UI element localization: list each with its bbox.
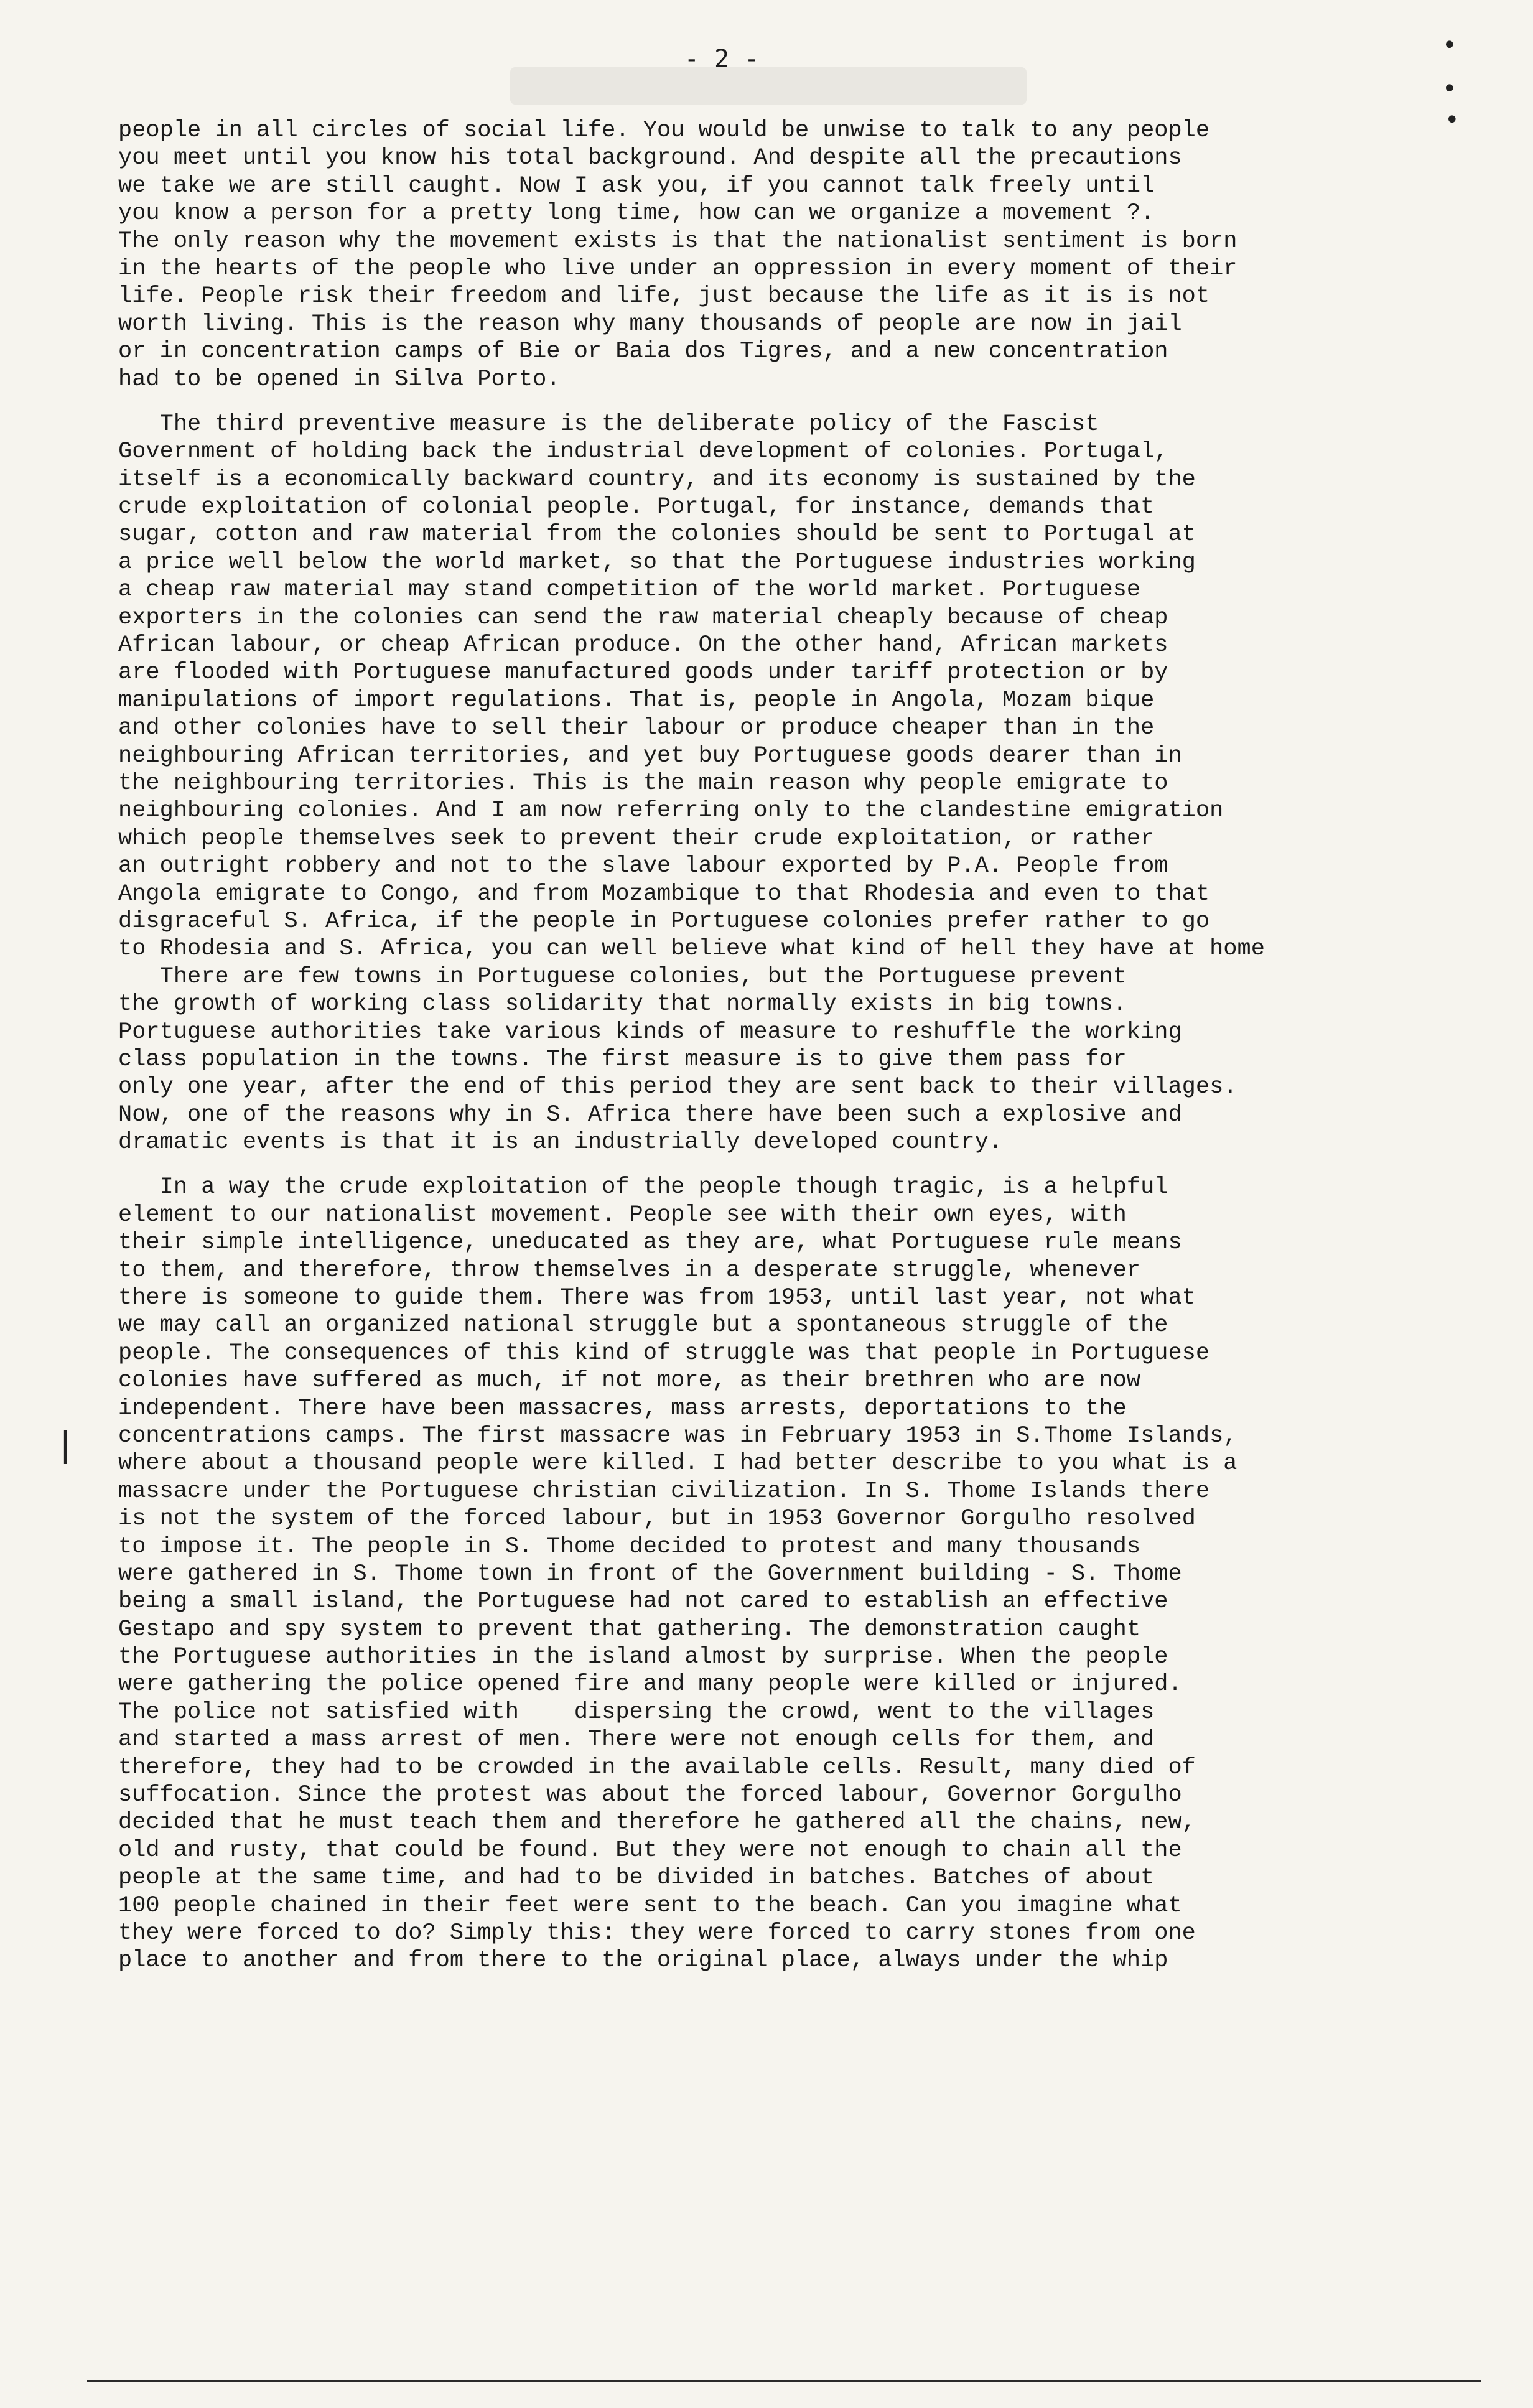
- paragraph-4: [118, 1174, 1437, 1974]
- text-line: which people themselves seek to prevent their crude exploitation, or rather: [118, 825, 1155, 852]
- text-line: colonies have suffered as much, if not more, as their brethren who are now: [118, 1368, 1141, 1394]
- margin-mark: •: [1442, 75, 1457, 103]
- text-line: an outright robbery and not to the slave labour exported by P.A. People from: [118, 853, 1168, 880]
- text-line: you know a person for a pretty long time, how can we organize a movement ?.: [118, 200, 1155, 227]
- text-line: to them, and therefore, throw themselves in a desperate struggle, whenever: [118, 1257, 1141, 1284]
- text-line: suffocation. Since the protest was about the forced labour, Governor Gorgulho: [118, 1782, 1182, 1809]
- text-line: and other colonies have to sell their labour or produce cheaper than in the: [118, 715, 1155, 742]
- text-line: are flooded with Portuguese manufactured goods under tariff protection or by: [118, 660, 1168, 686]
- text-line: Government of holding back the industrial development of colonies. Portugal,: [118, 439, 1168, 465]
- text-line: people at the same time, and had to be divided in batches. Batches of about: [118, 1865, 1155, 1892]
- text-line: independent. There have been massacres, mass arrests, deportations to the: [118, 1395, 1127, 1422]
- text-line: In a way the crude exploitation of the people though tragic, is a helpful: [118, 1174, 1168, 1201]
- text-line: place to another and from there to the original place, always under the whip: [118, 1948, 1168, 1974]
- text-line: crude exploitation of colonial people. Portugal, for instance, demands that: [118, 494, 1155, 521]
- text-line: The third preventive measure is the deliberate policy of the Fascist: [118, 411, 1099, 437]
- text-line: we take we are still caught. Now I ask you, if you cannot talk freely until: [118, 172, 1155, 199]
- text-line: had to be opened in Silva Porto.: [118, 366, 561, 393]
- text-line: they were forced to do? Simply this: they were forced to carry stones from one: [118, 1920, 1196, 1946]
- text-line: a cheap raw material may stand competition of the world market. Portuguese: [118, 577, 1141, 604]
- text-line: sugar, cotton and raw material from the colonies should be sent to Portugal at: [118, 521, 1196, 548]
- text-line: the neighbouring territories. This is the main reason why people emigrate to: [118, 770, 1168, 796]
- text-line: African labour, or cheap African produce. On the other hand, African markets: [118, 632, 1168, 659]
- text-line: people. The consequences of this kind of struggle was that people in Portuguese: [118, 1340, 1210, 1366]
- text-line: Angola emigrate to Congo, and from Mozambique to that Rhodesia and even to that: [118, 880, 1210, 907]
- text-line: in the hearts of the people who live under an oppression in every moment of their: [118, 255, 1237, 282]
- page-number: - 2 -: [684, 45, 760, 73]
- text-line: to impose it. The people in S. Thome decided to protest and many thousands: [118, 1533, 1141, 1560]
- text-line: neighbouring African territories, and yet buy Portuguese goods dearer than in: [118, 742, 1182, 769]
- text-line: to Rhodesia and S. Africa, you can well believe what kind of hell they have at home: [118, 936, 1265, 963]
- text-line: therefore, they had to be crowded in the available cells. Result, many died of: [118, 1754, 1196, 1781]
- text-line: life. People risk their freedom and life, just because the life as it is is not: [118, 283, 1210, 310]
- text-line: exporters in the colonies can send the raw material cheaply because of cheap: [118, 604, 1168, 631]
- text-line: 100 people chained in their feet were sent to the beach. Can you imagine what: [118, 1892, 1182, 1919]
- text-line: Portuguese authorities take various kinds of measure to reshuffle the working: [118, 1019, 1182, 1045]
- text-line: old and rusty, that could be found. But they were not enough to chain all the: [118, 1837, 1182, 1864]
- text-line: concentrations camps. The first massacre was in February 1953 in S.Thome Islands,: [118, 1422, 1237, 1449]
- text-line: or in concentration camps of Bie or Baia dos Tigres, and a new concentration: [118, 338, 1168, 365]
- margin-mark: •: [1445, 106, 1460, 134]
- text-line: The police not satisfied with dispersing the crowd, went to the villages: [118, 1699, 1155, 1725]
- text-line: their simple intelligence, uneducated as they are, what Portuguese rule means: [118, 1230, 1182, 1256]
- margin-mark: |: [60, 1425, 72, 1464]
- margin-mark: •: [1442, 31, 1457, 60]
- text-line: dramatic events is that it is an industrially developed country.: [118, 1129, 1003, 1156]
- text-line: massacre under the Portuguese christian civilization. In S. Thome Islands there: [118, 1478, 1210, 1505]
- text-line: manipulations of import regulations. That is, people in Angola, Mozam bique: [118, 687, 1155, 714]
- text-line: neighbouring colonies. And I am now referring only to the clandestine emigration: [118, 798, 1224, 824]
- text-line: were gathered in S. Thome town in front of the Government building - S. Thome: [118, 1561, 1182, 1587]
- text-line: There are few towns in Portuguese colonies, but the Portuguese prevent: [118, 963, 1127, 990]
- text-line: class population in the towns. The first measure is to give them pass for: [118, 1046, 1127, 1073]
- paragraph-1: [118, 117, 1437, 393]
- paragraph-3: [118, 963, 1437, 1157]
- text-line: you meet until you know his total background. And despite all the precautions: [118, 145, 1182, 172]
- text-line: being a small island, the Portuguese had not cared to establish an effective: [118, 1589, 1168, 1615]
- text-line: Gestapo and spy system to prevent that gathering. The demonstration caught: [118, 1616, 1141, 1643]
- text-line: itself is a economically backward country, and its economy is sustained by the: [118, 466, 1196, 493]
- text-line: there is someone to guide them. There was from 1953, until last year, not what: [118, 1285, 1196, 1312]
- text-line: the growth of working class solidarity that normally exists in big towns.: [118, 991, 1127, 1018]
- text-line: and started a mass arrest of men. There were not enough cells for them, and: [118, 1727, 1155, 1753]
- text-line: only one year, after the end of this period they are sent back to their villages.: [118, 1074, 1237, 1101]
- text-line: The only reason why the movement exists is that the nationalist sentiment is born: [118, 228, 1237, 254]
- text-line: the Portuguese authorities in the island almost by surprise. When the people: [118, 1644, 1168, 1671]
- text-line: is not the system of the forced labour, but in 1953 Governor Gorgulho resolved: [118, 1506, 1196, 1533]
- text-line: Now, one of the reasons why in S. Africa there have been such a explosive and: [118, 1101, 1182, 1128]
- text-line: element to our nationalist movement. People see with their own eyes, with: [118, 1202, 1127, 1228]
- body-text: [118, 117, 1437, 1975]
- text-line: people in all circles of social life. You would be unwise to talk to any people: [118, 118, 1210, 144]
- paragraph-2: [118, 411, 1437, 963]
- text-line: where about a thousand people were killed. I had better describe to you what is a: [118, 1450, 1237, 1477]
- text-line: worth living. This is the reason why many thousands of people are now in jail: [118, 310, 1182, 337]
- text-line: a price well below the world market, so that the Portuguese industries working: [118, 549, 1196, 576]
- bottom-rule: [87, 2380, 1481, 2382]
- text-line: we may call an organized national struggle but a spontaneous struggle of the: [118, 1312, 1168, 1339]
- text-line: decided that he must teach them and therefore he gathered all the chains, new,: [118, 1809, 1196, 1836]
- text-line: disgraceful S. Africa, if the people in Portuguese colonies prefer rather to go: [118, 908, 1210, 935]
- text-line: were gathering the police opened fire and many people were killed or injured.: [118, 1671, 1182, 1698]
